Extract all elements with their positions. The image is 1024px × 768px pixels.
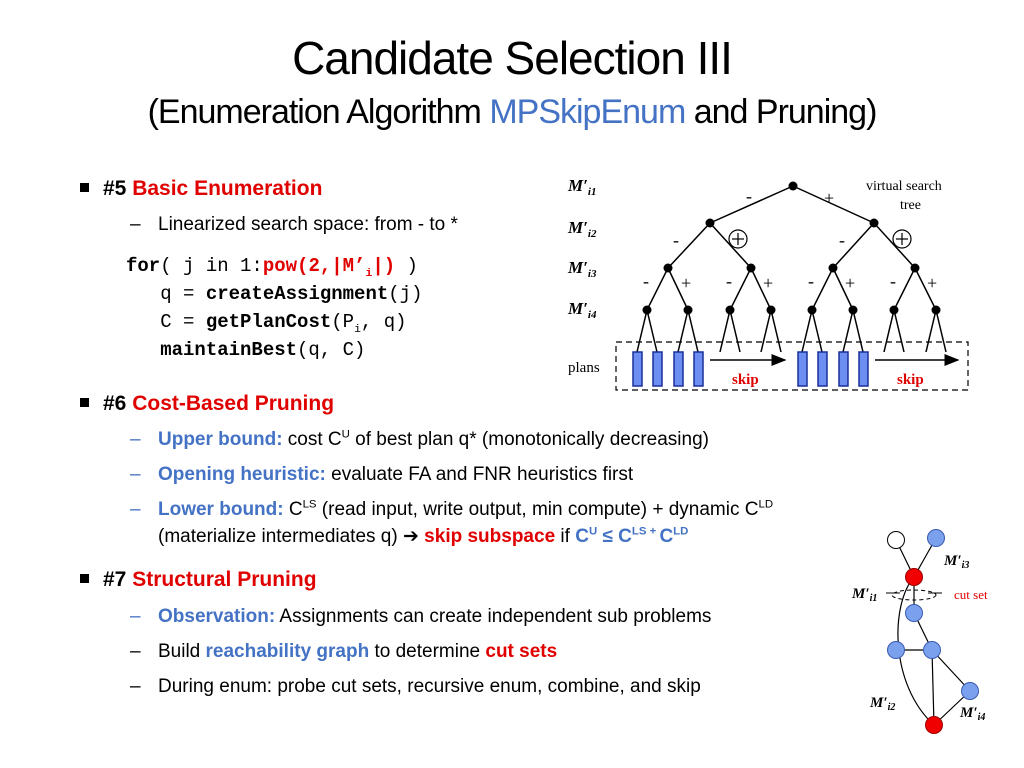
bullet-structural-pruning: #7 Structural Pruning [80, 566, 317, 594]
sub-bullet-lower-bound: – Lower bound: $C^{LS}$ (read input, write output, min compute) + dynamic $C^{LD}$ [130, 498, 774, 520]
sub-bullet-opening-heuristic: – Opening heuristic: evaluate FA and FNR heuristics first [130, 464, 634, 485]
graph-label-i3: $M'_{i3}$ [944, 553, 970, 571]
arrow-right-icon: ➔ [402, 526, 419, 547]
code-line-1: for( j in $1:pow(2,|M’_i|)$ ) [126, 255, 418, 280]
sub-bullet-reachability: – Build reachability graph to determine cut sets [130, 641, 558, 662]
skip-label-1: skip [732, 372, 759, 388]
reachability-graph-diagram [850, 525, 1024, 768]
bullet-basic-enumeration: #5 Basic Enumeration [80, 175, 322, 203]
slide-title: Candidate Selection III [292, 32, 732, 84]
bullet-cost-based-pruning: #6 Cost-Based Pruning [80, 390, 334, 418]
sub-bullet-during-enum: – During enum: probe cut sets, recursive enum, combine, and skip [130, 676, 701, 697]
code-line-3: $C = getPlanCost(P_i$, q) [126, 311, 407, 336]
code-line-2: q = createAssignment(j) [126, 283, 423, 305]
svg-text:-: - [890, 271, 896, 291]
level-label-i1: $M'_{i1}$ [568, 176, 597, 198]
level-label-i4: $M'_{i4}$ [568, 299, 597, 321]
svg-text:+: + [845, 273, 856, 293]
virtual-search-label-2: tree [900, 198, 921, 213]
plans-label: plans [568, 360, 600, 376]
graph-label-i1: $M'_{i1}$ [852, 586, 878, 604]
level-label-i2: $M'_{i2}$ [568, 218, 597, 240]
algorithm-name: MPSkipEnum [489, 93, 686, 131]
code-block [126, 252, 422, 364]
square-bullet-icon [80, 574, 89, 583]
sub-bullet-lower-bound-cont: (materialize intermediates q) ➔ skip subspace if $C^U \le C^{LS +}$ $C^{LD}$ [158, 525, 689, 547]
cut-set-label: cut set [954, 587, 988, 602]
square-bullet-icon [80, 398, 89, 407]
svg-text:+: + [763, 273, 774, 293]
graph-label-i4: $M'_{i4}$ [960, 705, 986, 723]
sub-bullet-upper-bound: – Upper bound: cost $C^U$ of best plan q* (monotonically decreasing) [130, 428, 709, 450]
svg-text:-: - [673, 230, 679, 250]
level-label-i3: $M'_{i3}$ [568, 258, 597, 280]
svg-text:+: + [824, 188, 835, 208]
sub-bullet-linearized: – Linearized search space: from - to * [130, 214, 458, 235]
square-bullet-icon [80, 183, 89, 192]
svg-text:+: + [927, 273, 938, 293]
skip-label-2: skip [897, 372, 924, 388]
svg-text:-: - [643, 271, 649, 291]
sub-bullet-observation: – Observation: Assignments can create independent sub problems [130, 606, 712, 627]
svg-text:-: - [808, 271, 814, 291]
code-line-4: maintainBest(q, C) [126, 339, 366, 361]
svg-text:-: - [746, 186, 752, 206]
svg-text:+: + [681, 273, 692, 293]
svg-text:-: - [839, 230, 845, 250]
graph-label-i2: $M'_{i2}$ [870, 695, 896, 713]
slide-subtitle: (Enumeration Algorithm MPSkipEnum and Pruning) [147, 93, 877, 131]
virtual-search-tree-diagram [560, 168, 980, 400]
svg-text:-: - [726, 271, 732, 291]
virtual-search-label: virtual search [866, 179, 942, 194]
